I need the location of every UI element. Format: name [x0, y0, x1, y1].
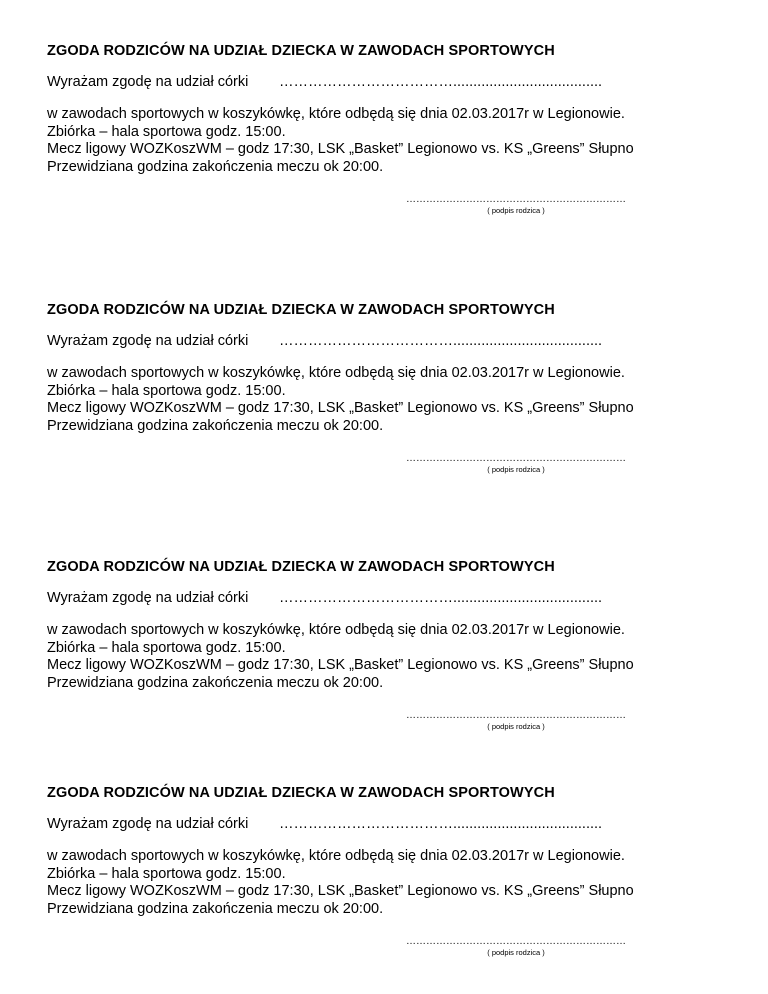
child-name-blank: ………………………………..................................... — [279, 816, 603, 832]
form-title: ZGODA RODZICÓW NA UDZIAŁ DZIECKA W ZAWODACH SPORTOWYCH — [47, 559, 555, 575]
consent-label: Wyrażam zgodę na udział córki — [47, 816, 249, 832]
consent-label: Wyrażam zgodę na udział córki — [47, 74, 249, 90]
parent-signature — [403, 453, 629, 475]
event-line-end-time: Przewidziana godzina zakończenia meczu ok 20:00. — [47, 900, 384, 917]
signature-label: ( podpis rodzica ) — [487, 722, 545, 731]
event-details — [47, 622, 634, 692]
signature-label: ( podpis rodzica ) — [487, 206, 545, 215]
event-details — [47, 848, 634, 918]
form-title: ZGODA RODZICÓW NA UDZIAŁ DZIECKA W ZAWODACH SPORTOWYCH — [47, 785, 555, 801]
event-details — [47, 106, 634, 176]
event-line-gathering: Zbiórka – hala sportowa godz. 15:00. — [47, 382, 286, 399]
event-line-end-time: Przewidziana godzina zakończenia meczu ok 20:00. — [47, 674, 384, 691]
parent-signature — [403, 194, 629, 216]
child-name-blank: ………………………………..................................... — [279, 590, 603, 606]
signature-label: ( podpis rodzica ) — [487, 465, 545, 474]
event-line-end-time: Przewidziana godzina zakończenia meczu ok 20:00. — [47, 417, 384, 434]
child-name-blank: ………………………………..................................... — [279, 333, 603, 349]
signature-label: ( podpis rodzica ) — [487, 948, 545, 957]
event-details — [47, 365, 634, 435]
form-title: ZGODA RODZICÓW NA UDZIAŁ DZIECKA W ZAWODACH SPORTOWYCH — [47, 302, 555, 318]
signature-blank: ………………………………………………………… — [406, 710, 626, 721]
parent-signature — [403, 936, 629, 958]
form-title: ZGODA RODZICÓW NA UDZIAŁ DZIECKA W ZAWODACH SPORTOWYCH — [47, 43, 555, 59]
parent-signature — [403, 710, 629, 732]
event-line-match: Mecz ligowy WOZKoszWM – godz 17:30, LSK „Basket” Legionowo vs. KS „Greens” Słupno — [47, 883, 634, 899]
event-line-match: Mecz ligowy WOZKoszWM – godz 17:30, LSK „Basket” Legionowo vs. KS „Greens” Słupno — [47, 141, 634, 157]
event-line-gathering: Zbiórka – hala sportowa godz. 15:00. — [47, 639, 286, 656]
signature-blank: ………………………………………………………… — [406, 453, 626, 464]
event-line-date: w zawodach sportowych w koszykówkę, które odbędą się dnia 02.03.2017r w Legionowie. — [47, 848, 625, 864]
event-line-date: w zawodach sportowych w koszykówkę, które odbędą się dnia 02.03.2017r w Legionowie. — [47, 622, 625, 638]
consent-label: Wyrażam zgodę na udział córki — [47, 590, 249, 606]
event-line-match: Mecz ligowy WOZKoszWM – godz 17:30, LSK „Basket” Legionowo vs. KS „Greens” Słupno — [47, 657, 634, 673]
consent-label: Wyrażam zgodę na udział córki — [47, 333, 249, 349]
signature-blank: ………………………………………………………… — [406, 936, 626, 947]
event-line-end-time: Przewidziana godzina zakończenia meczu ok 20:00. — [47, 158, 384, 175]
event-line-date: w zawodach sportowych w koszykówkę, które odbędą się dnia 02.03.2017r w Legionowie. — [47, 106, 625, 122]
event-line-gathering: Zbiórka – hala sportowa godz. 15:00. — [47, 123, 286, 140]
child-name-blank: ………………………………..................................... — [279, 74, 603, 90]
event-line-date: w zawodach sportowych w koszykówkę, które odbędą się dnia 02.03.2017r w Legionowie. — [47, 365, 625, 381]
signature-blank: ………………………………………………………… — [406, 194, 626, 205]
event-line-match: Mecz ligowy WOZKoszWM – godz 17:30, LSK „Basket” Legionowo vs. KS „Greens” Słupno — [47, 400, 634, 416]
event-line-gathering: Zbiórka – hala sportowa godz. 15:00. — [47, 865, 286, 882]
